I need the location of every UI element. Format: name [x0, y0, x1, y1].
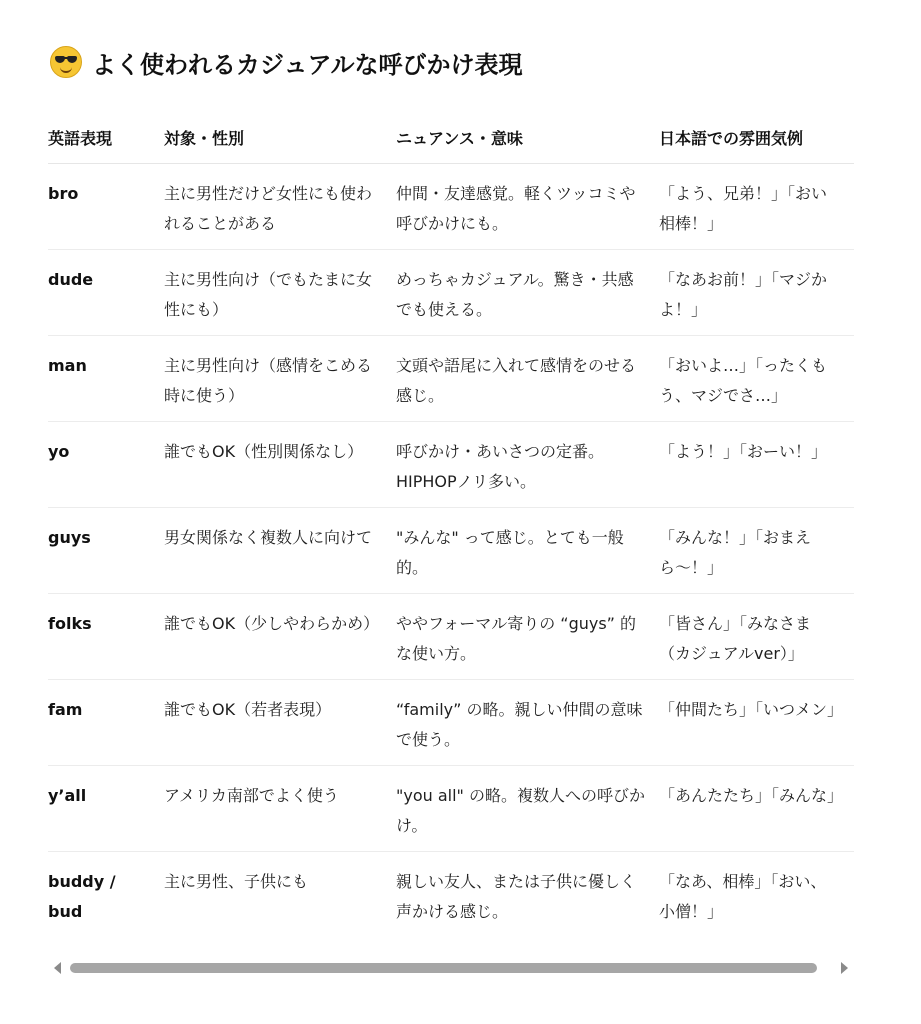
cell-expression-text: guys [48, 528, 91, 547]
cell-japanese-example-text: 「なあ、相棒」「おい、小僧！」 [659, 872, 827, 921]
table-row [48, 250, 854, 336]
cell-japanese-example-text: 「仲間たち」「いつメン」 [659, 700, 844, 719]
cell-nuance-text: "みんな" って感じ。とても一般的。 [396, 528, 624, 577]
cell-expression-text: yo [48, 442, 70, 461]
cell-japanese-example-text: 「なあお前！」「マジかよ！」 [659, 270, 828, 319]
scroll-left-arrow-icon[interactable] [54, 962, 61, 974]
table-row [48, 336, 854, 422]
cell-target-text: 主に男性向け（感情をこめる時に使う） [164, 356, 373, 405]
cell-target-text: アメリカ南部でよく使う [164, 786, 339, 805]
cell-nuance [396, 164, 659, 250]
cell-nuance [396, 508, 659, 594]
cell-expression [48, 852, 164, 938]
cell-nuance [396, 594, 659, 680]
column-header-target: 対象・性別 [164, 112, 396, 164]
cell-nuance [396, 766, 659, 852]
horizontal-scrollbar[interactable] [48, 958, 854, 978]
cell-target-text: 誰でもOK（性別関係なし） [164, 442, 364, 461]
cell-target [164, 508, 396, 594]
table-row [48, 508, 854, 594]
column-header-nuance: ニュアンス・意味 [396, 112, 659, 164]
cell-expression [48, 336, 164, 422]
cell-expression [48, 164, 164, 250]
cell-expression-text: y’all [48, 786, 87, 805]
table-row [48, 766, 854, 852]
cell-nuance-text: "you all" の略。複数人への呼びかけ。 [396, 786, 645, 835]
page-title: よく使われるカジュアルな呼びかけ表現 [92, 50, 523, 79]
cell-target [164, 852, 396, 938]
cell-japanese-example [659, 422, 854, 508]
cell-expression [48, 594, 164, 680]
cell-target-text: 主に男性向け（でもたまに女性にも） [164, 270, 373, 319]
cell-japanese-example-text: 「おいよ…」「ったくもう、マジでさ…」 [659, 356, 828, 405]
cell-japanese-example-text: 「あんたたち」「みんな」 [659, 786, 844, 805]
cell-japanese-example [659, 594, 854, 680]
scrollbar-track[interactable] [70, 963, 832, 973]
table-header-row [48, 112, 854, 164]
table-row [48, 680, 854, 766]
cell-nuance-text: 呼びかけ・あいさつの定番。HIPHOPノリ多い。 [396, 442, 605, 491]
page-heading [50, 44, 523, 80]
cell-japanese-example-text: 「よう、兄弟！」「おい相棒！」 [659, 184, 828, 233]
cell-japanese-example [659, 852, 854, 938]
cell-target [164, 336, 396, 422]
cell-japanese-example-text: 「みんな！」「おまえら〜！」 [659, 528, 812, 577]
cell-expression-text: buddy / bud [48, 872, 116, 921]
cell-nuance [396, 422, 659, 508]
cell-target-text: 男女関係なく複数人に向けて [164, 528, 373, 547]
cell-expression [48, 766, 164, 852]
cell-expression-text: man [48, 356, 87, 375]
scroll-right-arrow-icon[interactable] [841, 962, 848, 974]
table-row [48, 852, 854, 938]
table-row [48, 594, 854, 680]
cell-japanese-example [659, 250, 854, 336]
cell-expression [48, 422, 164, 508]
column-header-japanese-example: 日本語での雰囲気例 [659, 112, 854, 164]
table-scroll-container[interactable] [48, 112, 854, 942]
scrollbar-thumb[interactable] [70, 963, 817, 973]
cell-nuance [396, 250, 659, 336]
cell-target [164, 422, 396, 508]
cell-expression-text: folks [48, 614, 92, 633]
cell-nuance-text: 文頭や語尾に入れて感情をのせる感じ。 [396, 356, 637, 405]
cell-target-text: 誰でもOK（若者表現） [164, 700, 332, 719]
cell-target-text: 誰でもOK（少しやわらかめ） [164, 614, 380, 633]
cell-japanese-example-text: 「皆さん」「みなさま（カジュアルver）」 [659, 614, 812, 663]
cell-expression [48, 508, 164, 594]
cell-target [164, 594, 396, 680]
cell-expression [48, 250, 164, 336]
cell-expression [48, 680, 164, 766]
cell-nuance-text: 親しい友人、または子供に優しく声かける感じ。 [396, 872, 637, 921]
cell-japanese-example [659, 766, 854, 852]
cell-expression-text: dude [48, 270, 94, 289]
cell-nuance [396, 336, 659, 422]
cell-nuance-text: ややフォーマル寄りの “guys” 的な使い方。 [396, 614, 637, 663]
cell-target [164, 164, 396, 250]
cell-target [164, 250, 396, 336]
cell-expression-text: fam [48, 700, 83, 719]
cell-japanese-example [659, 164, 854, 250]
column-header-expression: 英語表現 [48, 112, 164, 164]
cell-japanese-example [659, 680, 854, 766]
cell-japanese-example [659, 508, 854, 594]
expressions-table [48, 112, 854, 938]
table-row [48, 164, 854, 250]
cell-target-text: 主に男性だけど女性にも使われることがある [164, 184, 373, 233]
table-row [48, 422, 854, 508]
cell-nuance-text: めっちゃカジュアル。驚き・共感でも使える。 [396, 270, 634, 319]
cell-japanese-example-text: 「よう！」「おーい！」 [659, 442, 828, 461]
cell-nuance-text: 仲間・友達感覚。軽くツッコミや呼びかけにも。 [396, 184, 636, 233]
cell-nuance [396, 852, 659, 938]
sunglasses-emoji-icon [50, 46, 82, 78]
cell-target [164, 680, 396, 766]
cell-target [164, 766, 396, 852]
cell-japanese-example [659, 336, 854, 422]
cell-expression-text: bro [48, 184, 79, 203]
cell-target-text: 主に男性、子供にも [164, 872, 309, 891]
table-body [48, 164, 854, 938]
cell-nuance-text: “family” の略。親しい仲間の意味で使う。 [396, 700, 643, 749]
cell-nuance [396, 680, 659, 766]
